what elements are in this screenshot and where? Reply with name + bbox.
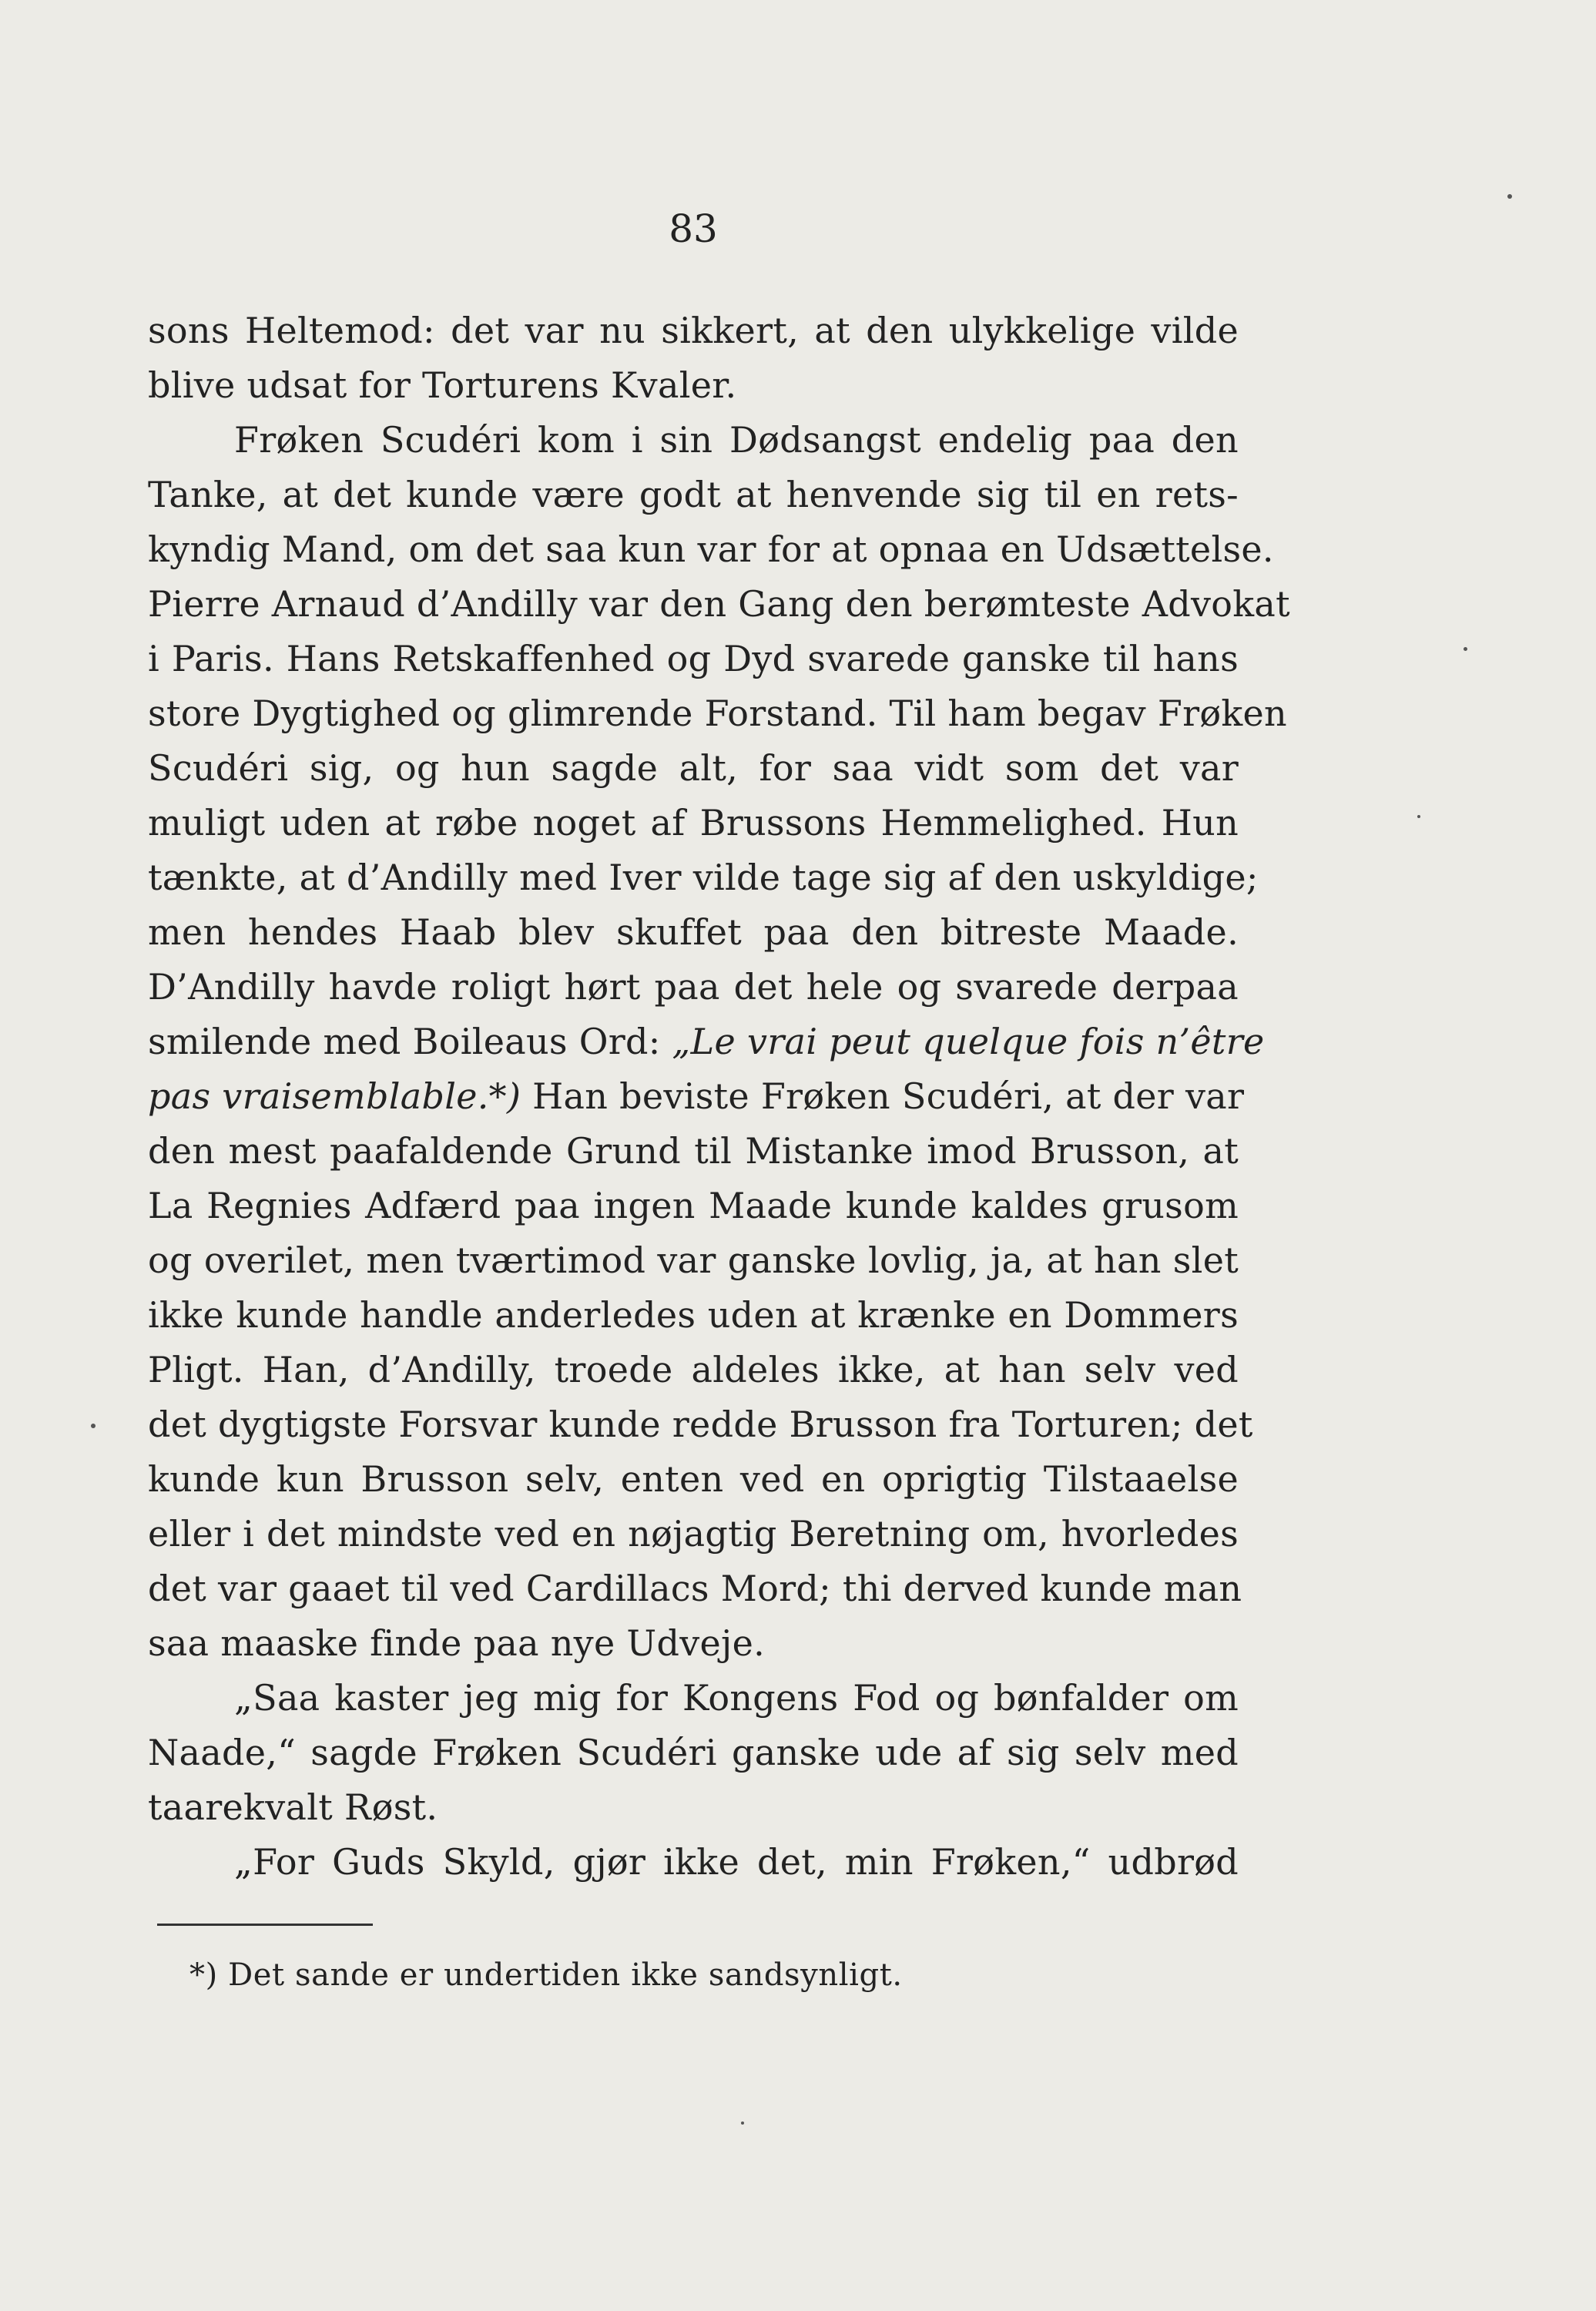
text-line: „Saa kaster jeg mig for Kongens Fod og bønfalder om	[234, 1677, 1239, 1719]
body-text	[148, 304, 1290, 1890]
text-line: saa maaske finde paa nye Udveje.	[148, 1622, 766, 1664]
text-line: D’Andilly havde roligt hørt paa det hele og svarede derpaa	[148, 966, 1239, 1008]
text-line-quote	[148, 1015, 1265, 1069]
text-line: Frøken Scudéri kom i sin Dødsangst endelig paa den	[234, 419, 1239, 461]
text-line: i Paris. Hans Retskaffenhed og Dyd svarede ganske til hans	[148, 638, 1239, 679]
text-line: Pligt. Han, d’Andilly, troede aldeles ikke, at han selv ved	[148, 1349, 1239, 1390]
paper-speck	[91, 1424, 96, 1428]
page-number: 83	[669, 206, 718, 251]
french-quote-part-2: pas vraisemblable.*)	[148, 1075, 521, 1117]
text-line: tænkte, at d’Andilly med Iver vilde tage sig af den uskyldige;	[148, 857, 1259, 898]
text-line: Naade,“ sagde Frøken Scudéri ganske ude af sig selv med	[148, 1732, 1239, 1773]
text-line: blive udsat for Torturens Kvaler.	[148, 364, 737, 406]
text-line: kyndig Mand, om det saa kun var for at opnaa en Udsættelse.	[148, 528, 1274, 570]
text-line: Pierre Arnaud d’Andilly var den Gang den berømteste Advokat	[148, 583, 1290, 625]
text-line: La Regnies Adfærd paa ingen Maade kunde kaldes grusom	[148, 1185, 1239, 1226]
text-line: det dygtigste Forsvar kunde redde Brusson fra Torturen; det	[148, 1404, 1253, 1445]
text-line: eller i det mindste ved en nøjagtig Beretning om, hvorledes	[148, 1513, 1239, 1555]
paper-speck	[741, 2121, 744, 2125]
text-line: kunde kun Brusson selv, enten ved en oprigtig Tilstaaelse	[148, 1458, 1239, 1500]
quote-continuation: Han beviste Frøken Scudéri, at der var	[532, 1075, 1245, 1117]
text-line: Tanke, at det kunde være godt at henvende sig til en rets-	[148, 474, 1239, 515]
footnote-divider	[157, 1924, 373, 1926]
text-line: og overilet, men tværtimod var ganske lovlig, ja, at han slet	[148, 1239, 1239, 1281]
text-line: „For Guds Skyld, gjør ikke det, min Frøken,“ udbrød	[234, 1841, 1239, 1883]
text-line: taarekvalt Røst.	[148, 1786, 438, 1828]
text-line: Scudéri sig, og hun sagde alt, for saa vidt som det var	[148, 747, 1239, 789]
text-line: store Dygtighed og glimrende Forstand. Til ham begav Frøken	[148, 693, 1287, 734]
footnote: *) Det sande er undertiden ikke sandsynligt.	[189, 1957, 903, 1993]
text-line-quote	[148, 1069, 1245, 1124]
paper-speck	[1464, 647, 1467, 651]
text-line: ikke kunde handle anderledes uden at krænke en Dommers	[148, 1294, 1239, 1336]
text-line: men hendes Haab blev skuffet paa den bitreste Maade.	[148, 911, 1239, 953]
text-line: sons Heltemod: det var nu sikkert, at den ulykkelige vilde	[148, 310, 1239, 351]
paper-speck	[1507, 194, 1512, 199]
quote-intro: smilende med Boileaus Ord:	[148, 1021, 661, 1062]
french-quote-part-1: „Le vrai peut quelque fois n’être	[672, 1021, 1265, 1062]
paper-speck	[1417, 815, 1420, 818]
text-line: den mest paafaldende Grund til Mistanke imod Brusson, at	[148, 1130, 1239, 1172]
text-line: det var gaaet til ved Cardillacs Mord; thi derved kunde man	[148, 1568, 1242, 1609]
text-line: muligt uden at røbe noget af Brussons Hemmelighed. Hun	[148, 802, 1239, 844]
